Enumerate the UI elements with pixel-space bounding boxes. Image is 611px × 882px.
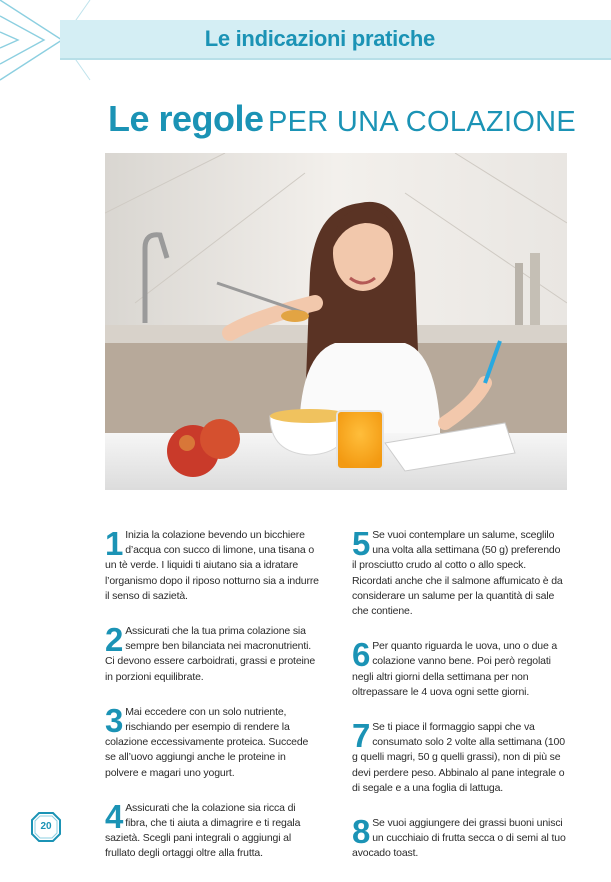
woman-breakfast-illustration: [105, 153, 567, 490]
rule-item: [352, 717, 566, 796]
rule-number: 5: [352, 525, 371, 562]
rule-number: 3: [105, 701, 124, 739]
rule-number: 6: [352, 636, 371, 674]
rule-text: Assicurati che la colazione sia ricca di fibra, che ti aiuta a dimagrire e ti regala sazietà. Scegli pani integrali o aggiungi al frullato degli ortaggi oltre alla frutta.: [105, 801, 301, 860]
rule-number: 1: [105, 525, 124, 562]
page-title-bold: Le regole: [108, 98, 264, 139]
rule-item: [105, 621, 319, 685]
rule-item: [105, 525, 319, 604]
rule-text: Mai eccedere con un solo nutriente, rischiando per esempio di rendere la colazione eccessivamente proteica. Succede se all’uovo aggiungi anche le proteine in polvere e magari uno yogurt.: [105, 705, 309, 779]
rule-number: 8: [352, 813, 371, 851]
rule-number: 2: [105, 621, 124, 659]
rule-item: [352, 525, 566, 619]
page-number: 20: [40, 821, 52, 832]
rule-text: Per quanto riguarda le uova, uno o due a colazione vanno bene. Poi però regolati negli altri giorni della settimana per non oltrepassare le 4 uova ogni sette giorni.: [352, 640, 558, 698]
rule-item: [352, 813, 566, 862]
section-title: Le indicazioni pratiche: [204, 26, 435, 51]
rule-text: Se ti piace il formaggio sappi che va consumato solo 2 volte alla settimana (100 g quelli magri, 50 g quelli grassi), non di più se devi perdere peso. Abbinalo al pane integrale o di segale e a una foglia di lattuga.: [352, 721, 565, 794]
page-title-light: PER UNA COLAZIONE: [268, 106, 577, 138]
rules-column-left: [105, 525, 319, 882]
rule-text: Se vuoi aggiungere dei grassi buoni unisci un cucchiaio di frutta secca o di semi al tuo avocado toast.: [352, 817, 566, 860]
rule-text: Se vuoi contemplare un salume, sceglilo una volta alla settimana (50 g) preferendo il prosciutto crudo al cotto o allo speck. Ricordati anche che il salmone affumicato è da considerare un salume per la quantità di sale che contiene.: [352, 529, 563, 618]
rule-number: 4: [105, 797, 124, 835]
page-title: [108, 98, 576, 140]
rules-column-right: [352, 525, 566, 882]
rule-item: [105, 701, 319, 781]
rule-number: 7: [352, 717, 371, 755]
rule-text: Assicurati che la tua prima colazione sia sempre ben bilanciata nei macronutrienti. Ci devono essere carboidrati, grassi e proteine in porzioni equilibrate.: [105, 625, 316, 683]
rule-item: [352, 636, 566, 700]
rule-item: [105, 797, 319, 862]
rule-text: Inizia la colazione bevendo un bicchiere d’acqua con succo di limone, una tisana o un tè verde. I liquidi ti aiutano sia a idratare l’organismo dopo il riposo notturno sia a indurre il senso di sazietà.: [105, 529, 319, 602]
breakfast-photo: [105, 153, 567, 490]
